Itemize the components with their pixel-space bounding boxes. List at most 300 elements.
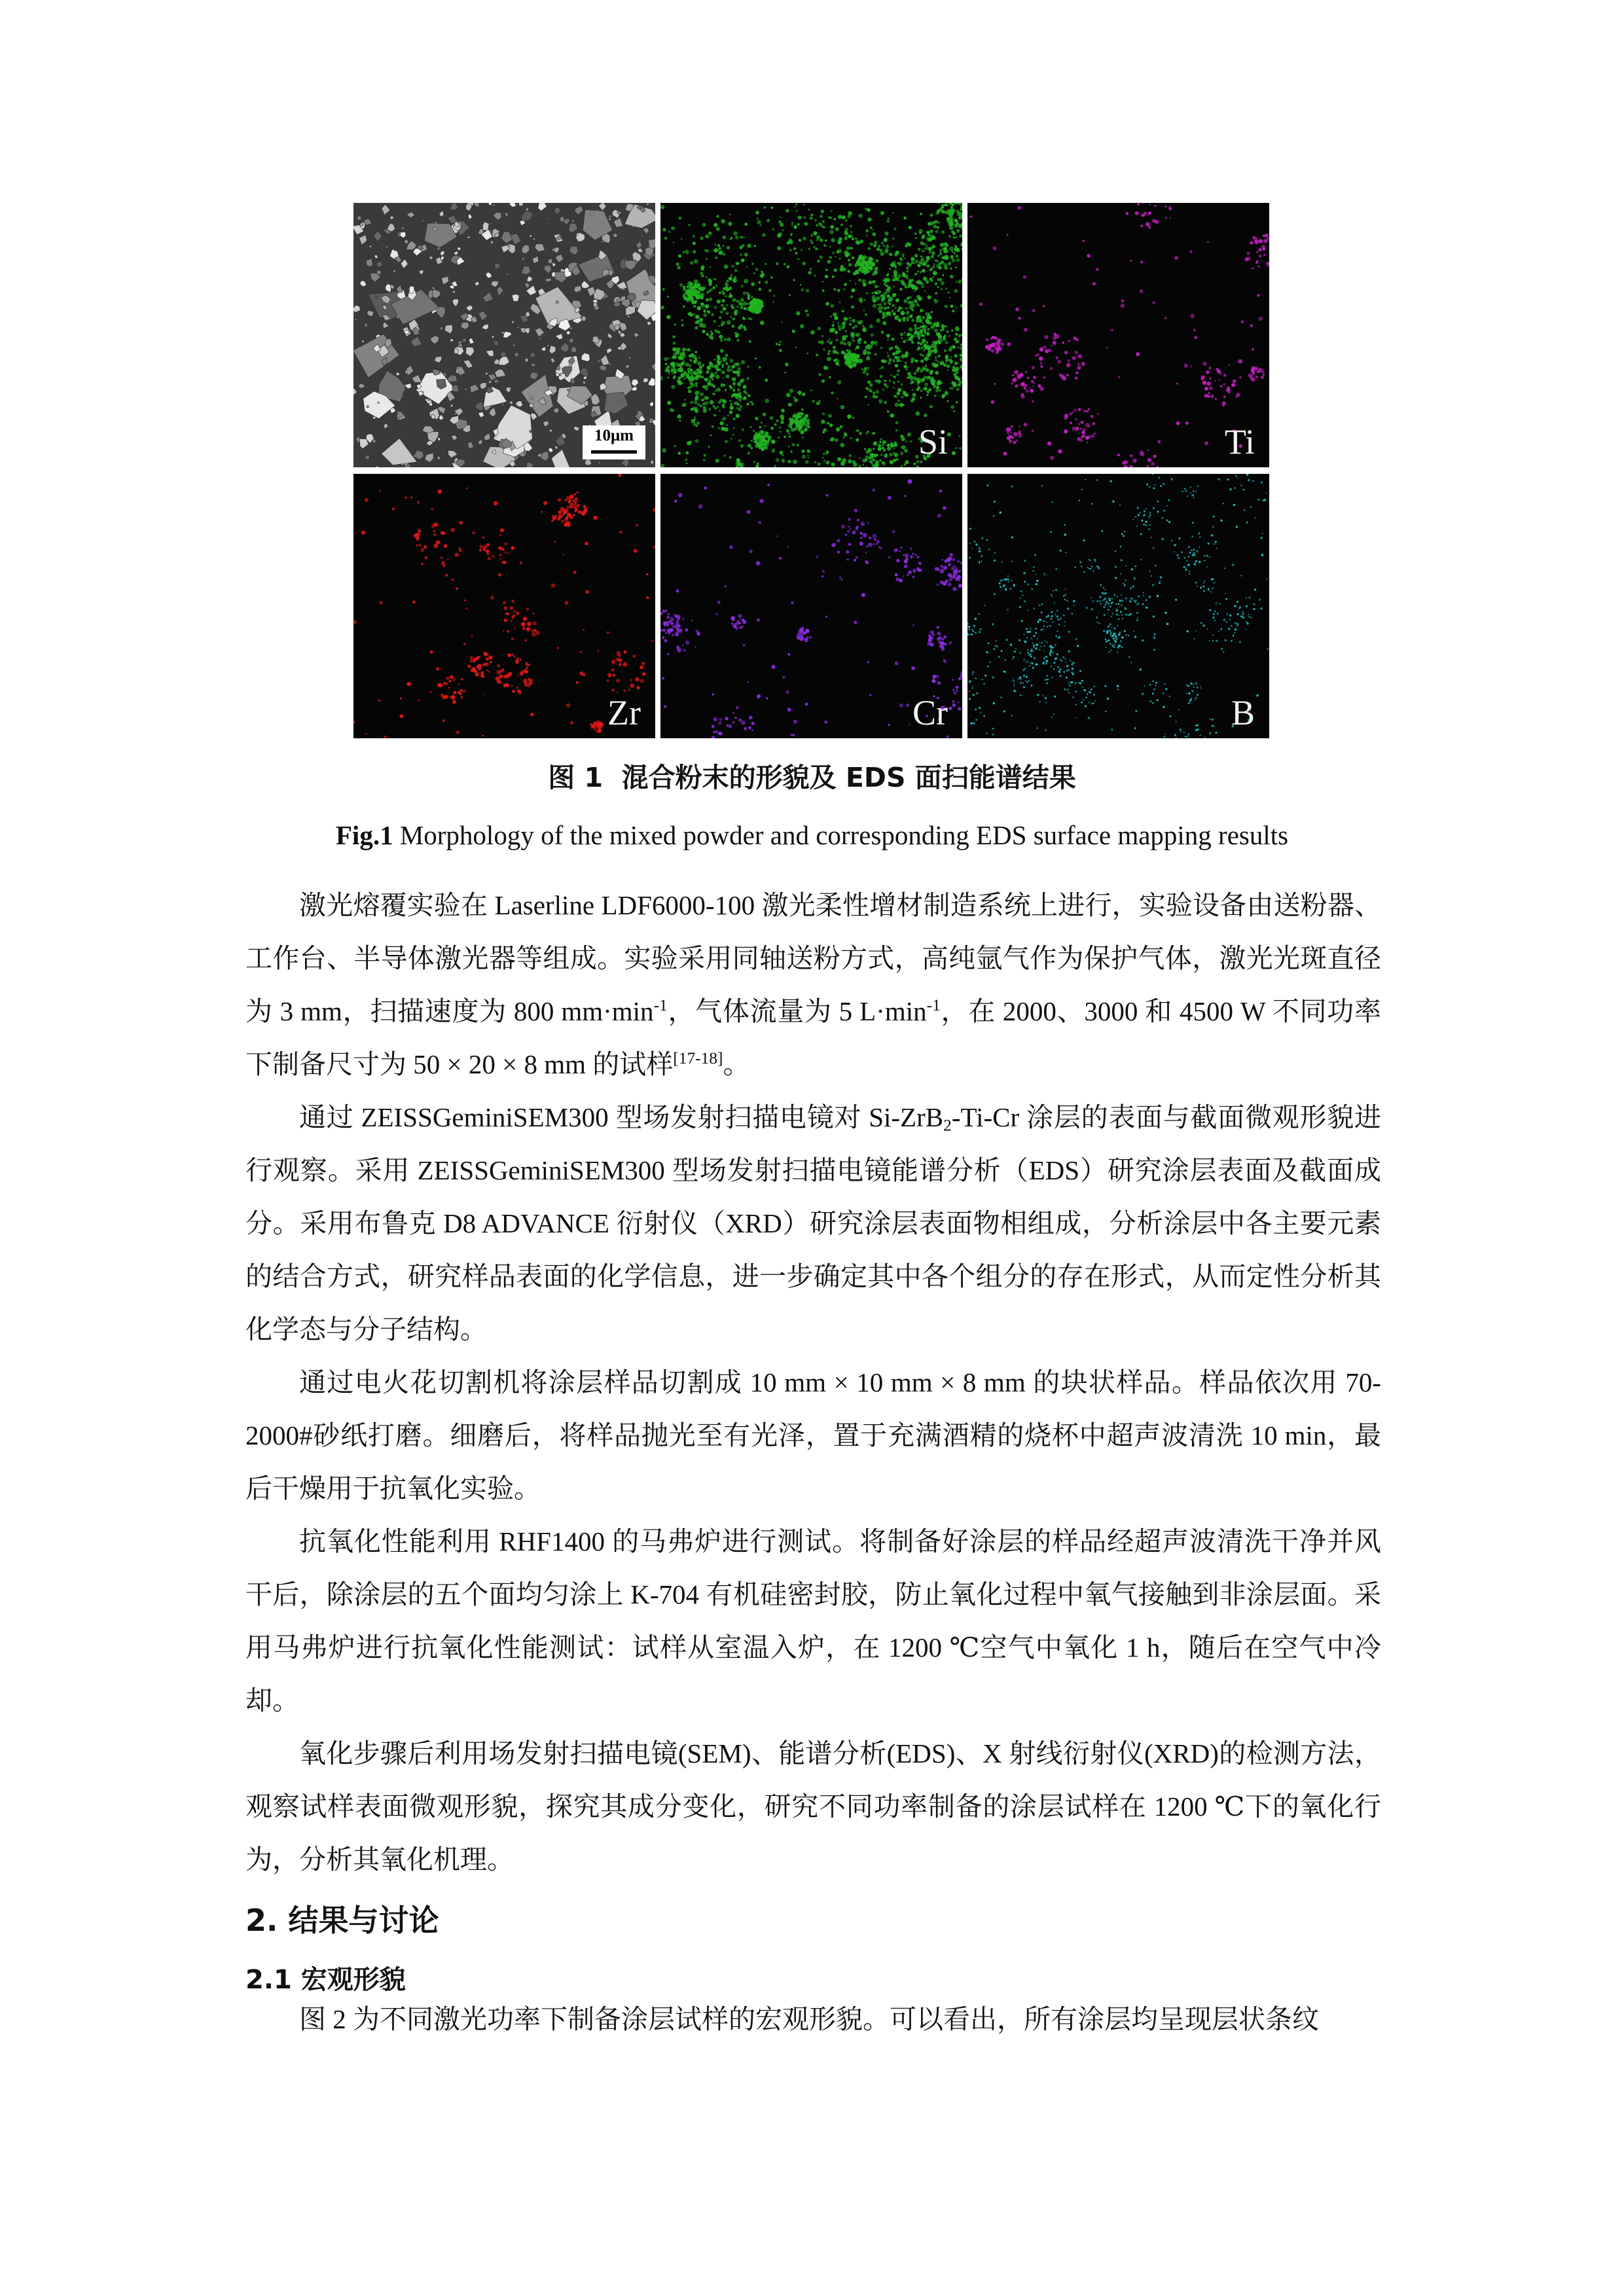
eds-signal-dot	[662, 610, 666, 613]
eds-signal-dot	[1036, 727, 1038, 729]
eds-signal-dot	[943, 364, 946, 367]
eds-signal-dot	[1113, 637, 1115, 639]
eds-signal-dot	[1252, 348, 1254, 350]
eds-signal-dot	[1015, 691, 1017, 692]
eds-signal-dot	[1029, 631, 1031, 633]
eds-signal-dot	[892, 304, 895, 307]
eds-signal-dot	[946, 288, 948, 290]
eds-signal-dot	[820, 215, 823, 218]
eds-signal-dot	[859, 362, 861, 363]
sem-particle	[482, 292, 493, 302]
eds-signal-dot	[1027, 376, 1030, 379]
eds-signal-dot	[931, 221, 934, 224]
eds-signal-dot	[633, 655, 636, 658]
eds-signal-dot	[662, 288, 664, 290]
eds-signal-dot	[925, 312, 928, 315]
eds-signal-dot	[950, 361, 952, 364]
eds-signal-dot	[894, 356, 897, 359]
eds-signal-dot	[932, 266, 935, 268]
eds-signal-dot	[864, 273, 866, 275]
eds-signal-dot	[503, 684, 507, 688]
eds-signal-dot	[735, 236, 739, 240]
eds-signal-dot	[1091, 503, 1093, 505]
eds-signal-dot	[1135, 600, 1136, 601]
eds-signal-dot	[958, 203, 962, 206]
sem-particle	[492, 335, 495, 338]
eds-signal-dot	[1241, 321, 1244, 323]
eds-signal-dot	[1036, 580, 1038, 582]
eds-signal-dot	[703, 459, 705, 461]
eds-signal-dot	[1222, 404, 1225, 406]
eds-signal-dot	[1032, 400, 1034, 403]
eds-signal-dot	[828, 414, 832, 418]
eds-signal-dot	[1153, 649, 1155, 651]
eds-signal-dot	[842, 310, 844, 312]
eds-signal-dot	[1227, 478, 1229, 480]
eds-signal-dot	[1019, 652, 1021, 654]
eds-signal-dot	[820, 238, 823, 242]
eds-signal-dot	[739, 245, 743, 249]
eds-signal-dot	[996, 340, 1001, 345]
eds-signal-dot	[837, 289, 840, 293]
eds-signal-dot	[737, 367, 741, 371]
eds-signal-dot	[901, 311, 905, 315]
eds-signal-dot	[979, 707, 981, 709]
eds-signal-dot	[442, 696, 446, 699]
sem-particle	[617, 281, 628, 289]
eds-signal-dot	[446, 683, 448, 685]
eds-signal-dot	[1108, 609, 1110, 611]
eds-signal-dot	[808, 271, 812, 274]
eds-signal-dot	[878, 444, 881, 447]
eds-signal-dot	[1142, 203, 1144, 204]
eds-signal-dot	[515, 660, 519, 664]
eds-signal-dot	[961, 228, 962, 230]
eds-signal-dot	[753, 272, 755, 274]
element-label-cr: Cr	[912, 693, 948, 732]
eds-signal-dot	[731, 616, 735, 620]
sem-particle	[555, 334, 562, 340]
eds-signal-dot	[1106, 603, 1107, 605]
eds-signal-dot	[876, 318, 880, 323]
eds-signal-dot	[717, 300, 721, 304]
eds-signal-dot	[810, 240, 812, 242]
eds-signal-dot	[1014, 370, 1018, 374]
eds-signal-dot	[799, 239, 801, 242]
eds-signal-dot	[944, 636, 947, 639]
eds-signal-dot	[1200, 586, 1202, 588]
eds-signal-dot	[845, 533, 847, 535]
eds-signal-dot	[741, 721, 746, 725]
eds-signal-dot	[704, 249, 707, 251]
eds-signal-dot	[694, 284, 698, 288]
eds-signal-dot	[976, 678, 977, 679]
eds-signal-dot	[909, 296, 912, 298]
eds-signal-dot	[850, 279, 852, 281]
eds-signal-dot	[1187, 685, 1189, 687]
eds-signal-dot	[736, 407, 738, 409]
eds-signal-dot	[996, 640, 997, 641]
eds-signal-dot	[979, 631, 981, 633]
eds-signal-dot	[1185, 490, 1187, 492]
eds-signal-dot	[901, 307, 903, 309]
eds-signal-dot	[764, 206, 767, 209]
sem-particle	[382, 439, 418, 465]
eds-signal-dot	[852, 327, 855, 329]
eds-signal-dot	[1197, 729, 1199, 730]
eds-signal-dot	[944, 335, 945, 336]
eds-signal-dot	[793, 397, 796, 399]
eds-signal-dot	[912, 262, 914, 264]
eds-signal-dot	[758, 442, 761, 444]
sem-particle	[364, 323, 367, 327]
eds-signal-dot	[896, 559, 900, 563]
eds-signal-dot	[711, 313, 714, 316]
eds-signal-dot	[876, 247, 880, 251]
eds-signal-dot	[876, 454, 878, 456]
eds-signal-dot	[895, 429, 897, 431]
eds-signal-dot	[937, 209, 939, 211]
eds-signal-dot	[1176, 721, 1177, 723]
eds-signal-dot	[560, 507, 564, 511]
eds-signal-dot	[1223, 619, 1225, 621]
eds-signal-dot	[646, 573, 649, 576]
eds-signal-dot	[713, 287, 715, 289]
eds-signal-dot	[952, 704, 956, 707]
eds-signal-dot	[702, 330, 705, 333]
eds-signal-dot	[1039, 605, 1041, 607]
eds-signal-dot	[722, 404, 725, 407]
eds-signal-dot	[1217, 613, 1219, 615]
eds-signal-dot	[1106, 641, 1108, 643]
eds-signal-dot	[821, 575, 823, 577]
eds-signal-dot	[689, 359, 692, 361]
eds-signal-dot	[715, 390, 717, 392]
eds-signal-dot	[1097, 413, 1099, 415]
sem-particle	[641, 235, 643, 237]
sem-particle	[560, 342, 569, 352]
eds-signal-dot	[848, 518, 851, 521]
eds-signal-dot	[920, 332, 922, 334]
eds-signal-dot	[499, 681, 501, 683]
eds-signal-dot	[486, 657, 489, 660]
eds-signal-dot	[909, 338, 911, 341]
eds-signal-dot	[1213, 726, 1214, 727]
eds-signal-dot	[710, 266, 712, 268]
eds-signal-dot	[1046, 574, 1047, 575]
eds-signal-dot	[743, 236, 745, 238]
eds-signal-dot	[961, 351, 962, 353]
eds-signal-dot	[1096, 617, 1098, 619]
eds-signal-dot	[698, 370, 702, 374]
si-distribution-map	[660, 203, 962, 467]
sem-particle	[425, 453, 434, 462]
eds-signal-dot	[881, 242, 884, 244]
eds-signal-dot	[895, 573, 898, 577]
sem-particle	[547, 217, 549, 220]
eds-signal-dot	[839, 302, 841, 304]
eds-signal-dot	[523, 617, 528, 621]
sem-particle	[535, 328, 544, 337]
eds-signal-dot	[786, 429, 789, 433]
eds-signal-dot	[506, 673, 511, 678]
eds-signal-dot	[867, 522, 869, 524]
eds-signal-dot	[1123, 465, 1128, 467]
eds-signal-dot	[715, 285, 717, 287]
sem-particle	[468, 214, 472, 219]
eds-signal-dot	[695, 321, 698, 324]
eds-signal-dot	[1149, 700, 1151, 702]
eds-signal-dot	[1120, 546, 1121, 547]
eds-signal-dot	[696, 296, 699, 300]
eds-signal-dot	[907, 372, 911, 376]
sem-particle	[482, 324, 488, 329]
eds-signal-dot	[914, 260, 918, 264]
eds-signal-dot	[353, 721, 355, 723]
eds-signal-dot	[789, 435, 791, 438]
eds-signal-dot	[1078, 354, 1082, 358]
eds-signal-dot	[443, 682, 446, 685]
eds-signal-dot	[922, 316, 925, 319]
eds-signal-dot	[1250, 506, 1252, 507]
eds-signal-dot	[1236, 623, 1238, 625]
eds-signal-dot	[857, 519, 859, 522]
eds-signal-dot	[913, 463, 916, 465]
eds-signal-dot	[564, 601, 568, 605]
sem-particle	[429, 256, 433, 260]
eds-signal-dot	[950, 206, 953, 209]
eds-signal-dot	[724, 338, 727, 341]
sem-particle	[607, 348, 613, 354]
eds-signal-dot	[978, 613, 980, 615]
eds-signal-dot	[1104, 685, 1106, 687]
eds-signal-dot	[734, 311, 737, 314]
eds-signal-dot	[697, 403, 700, 406]
eds-signal-dot	[513, 611, 515, 613]
sem-particle	[501, 403, 504, 406]
eds-signal-dot	[699, 318, 703, 322]
eds-signal-dot	[1195, 697, 1196, 698]
eds-signal-dot	[1010, 431, 1012, 433]
eds-signal-dot	[748, 394, 750, 397]
eds-signal-dot	[667, 369, 670, 372]
eds-signal-dot	[935, 371, 939, 375]
eds-signal-dot	[1249, 596, 1251, 598]
sem-particle	[401, 226, 405, 230]
sem-particle	[609, 363, 611, 365]
eds-signal-dot	[873, 543, 875, 545]
eds-signal-dot	[941, 641, 945, 645]
eds-signal-dot	[723, 307, 727, 311]
eds-signal-dot	[1075, 567, 1076, 568]
eds-signal-dot	[935, 230, 939, 233]
eds-signal-dot	[812, 400, 815, 403]
eds-signal-dot	[450, 675, 454, 679]
eds-signal-dot	[712, 736, 715, 738]
eds-signal-dot	[662, 636, 664, 638]
eds-signal-dot	[676, 590, 679, 593]
eds-signal-dot	[920, 569, 922, 572]
eds-signal-dot	[1051, 647, 1053, 649]
eds-signal-dot	[1073, 600, 1075, 602]
eds-signal-dot	[1261, 537, 1263, 539]
eds-signal-dot	[725, 295, 727, 297]
eds-signal-dot	[511, 685, 513, 687]
eds-signal-dot	[1257, 251, 1259, 253]
eds-signal-dot	[712, 425, 713, 427]
eds-signal-dot	[1081, 362, 1085, 367]
eds-signal-dot	[922, 342, 924, 344]
eds-signal-dot	[1068, 631, 1070, 633]
eds-signal-dot	[1063, 595, 1065, 597]
eds-signal-dot	[1140, 533, 1142, 535]
eds-signal-dot	[682, 251, 685, 253]
eds-signal-dot	[1164, 683, 1166, 685]
eds-signal-dot	[956, 447, 958, 449]
eds-signal-dot	[943, 242, 948, 247]
eds-signal-dot	[746, 510, 750, 514]
eds-signal-dot	[792, 330, 795, 333]
eds-signal-dot	[678, 217, 681, 220]
eds-signal-dot	[1151, 462, 1155, 466]
eds-signal-dot	[907, 376, 909, 379]
sem-particle	[598, 461, 601, 465]
sem-particle	[509, 243, 516, 254]
eds-signal-dot	[720, 349, 724, 353]
eds-signal-dot	[715, 244, 717, 246]
eds-signal-dot	[1163, 706, 1164, 708]
eds-signal-dot	[723, 287, 726, 291]
eds-signal-dot	[797, 215, 801, 219]
eds-signal-dot	[1013, 378, 1017, 382]
eds-signal-dot	[437, 683, 441, 687]
eds-signal-dot	[948, 707, 952, 710]
eds-signal-dot	[935, 282, 938, 285]
eds-signal-dot	[884, 232, 888, 236]
eds-signal-dot	[915, 554, 917, 556]
sem-particle	[597, 359, 601, 363]
eds-signal-dot	[1235, 628, 1237, 631]
eds-signal-dot	[709, 279, 713, 283]
eds-signal-dot	[1255, 376, 1259, 379]
eds-signal-dot	[1013, 441, 1017, 444]
eds-signal-dot	[533, 629, 537, 632]
eds-signal-dot	[786, 393, 791, 397]
eds-signal-dot	[734, 717, 737, 719]
eds-signal-dot	[1051, 717, 1053, 718]
sem-particle	[441, 256, 444, 260]
eds-signal-dot	[926, 391, 929, 393]
sem-particle	[583, 381, 586, 384]
eds-signal-dot	[844, 342, 846, 345]
eds-signal-dot	[959, 435, 961, 437]
eds-signal-dot	[1216, 368, 1218, 370]
eds-signal-dot	[850, 528, 852, 530]
eds-signal-dot	[569, 495, 574, 499]
eds-signal-dot	[1053, 713, 1055, 715]
eds-signal-dot	[1132, 586, 1134, 588]
eds-signal-dot	[522, 627, 525, 630]
eds-signal-dot	[679, 283, 683, 287]
eds-signal-dot	[856, 242, 858, 244]
eds-signal-dot	[900, 332, 903, 336]
eds-signal-dot	[915, 237, 917, 239]
eds-signal-dot	[854, 559, 856, 562]
eds-signal-dot	[1002, 586, 1003, 588]
eds-signal-dot	[694, 294, 697, 297]
eds-map-zr	[353, 474, 655, 738]
eds-signal-dot	[1098, 567, 1100, 569]
eds-signal-dot	[788, 460, 791, 463]
eds-signal-dot	[1071, 661, 1072, 662]
eds-signal-dot	[1212, 719, 1214, 721]
eds-signal-dot	[1261, 482, 1263, 484]
eds-signal-dot	[558, 514, 562, 519]
eds-signal-dot	[569, 499, 571, 501]
eds-signal-dot	[931, 633, 934, 636]
eds-signal-dot	[700, 296, 704, 300]
eds-signal-dot	[833, 346, 836, 349]
eds-signal-dot	[896, 351, 899, 353]
eds-signal-dot	[717, 357, 721, 361]
eds-signal-dot	[950, 267, 952, 270]
eds-signal-dot	[733, 231, 738, 236]
eds-signal-dot	[850, 231, 852, 233]
eds-signal-dot	[1035, 632, 1037, 634]
eds-signal-dot	[714, 278, 716, 280]
eds-signal-dot	[919, 232, 922, 234]
eds-signal-dot	[737, 403, 740, 406]
eds-signal-dot	[719, 335, 723, 339]
eds-signal-dot	[793, 225, 797, 229]
eds-signal-dot	[916, 411, 920, 416]
eds-signal-dot	[936, 675, 939, 677]
eds-signal-dot	[677, 452, 681, 455]
eds-signal-dot	[1153, 547, 1155, 549]
eds-signal-dot	[1020, 598, 1021, 599]
eds-signal-dot	[1114, 628, 1116, 630]
eds-signal-dot	[721, 370, 725, 374]
eds-signal-dot	[885, 454, 888, 456]
eds-signal-dot	[992, 677, 994, 679]
eds-signal-dot	[1251, 378, 1255, 382]
eds-signal-dot	[1075, 418, 1077, 420]
eds-signal-dot	[1026, 631, 1028, 633]
eds-signal-dot	[920, 326, 922, 329]
eds-signal-dot	[805, 460, 809, 464]
eds-signal-dot	[725, 440, 728, 443]
eds-signal-dot	[869, 537, 871, 539]
sem-particle	[524, 328, 530, 334]
eds-signal-dot	[679, 420, 681, 422]
eds-signal-dot	[695, 300, 697, 302]
eds-signal-dot	[822, 289, 825, 292]
eds-signal-dot	[791, 224, 793, 226]
eds-signal-dot	[1240, 485, 1242, 486]
eds-signal-dot	[690, 375, 695, 380]
eds-signal-dot	[1195, 491, 1197, 492]
eds-signal-dot	[956, 236, 958, 238]
eds-signal-dot	[895, 307, 896, 308]
sem-particle	[434, 356, 441, 363]
eds-signal-dot	[1022, 669, 1024, 671]
eds-signal-dot	[451, 528, 455, 532]
eds-signal-dot	[893, 277, 897, 281]
eds-signal-dot	[1181, 551, 1183, 553]
eds-signal-dot	[910, 264, 912, 266]
eds-signal-dot	[809, 636, 811, 638]
eds-signal-dot	[684, 399, 685, 401]
